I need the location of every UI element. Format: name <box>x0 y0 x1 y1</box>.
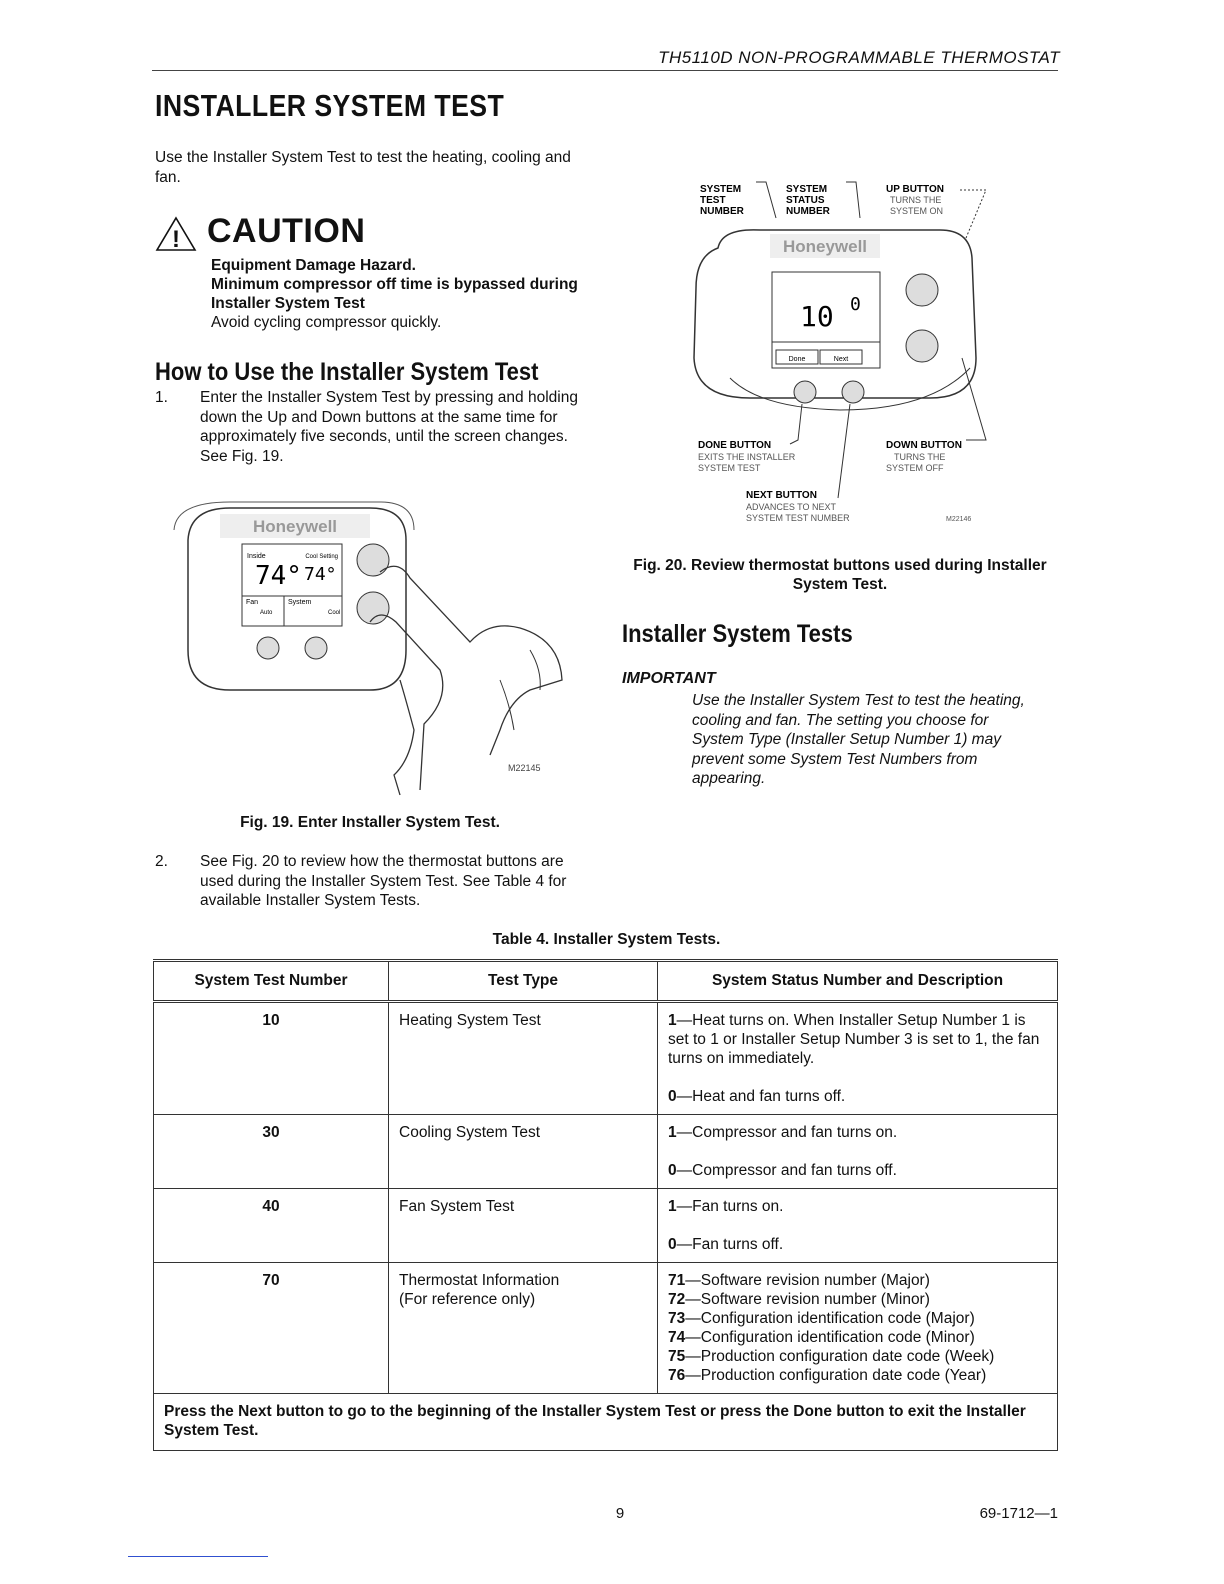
table-header-row <box>154 961 1058 1002</box>
caution-body <box>211 256 611 332</box>
next-label-3: SYSTEM TEST NUMBER <box>746 513 850 523</box>
done-button[interactable] <box>257 637 279 659</box>
step-2 <box>155 852 585 911</box>
status-code: 76 <box>668 1367 686 1384</box>
table-row <box>154 1115 1058 1189</box>
down-label-3: SYSTEM OFF <box>886 463 944 473</box>
thermostat-hand-illustration <box>170 500 590 800</box>
done-softkey: Done <box>788 356 806 363</box>
status-code: 0 <box>668 1236 677 1253</box>
status-code: 1 <box>668 1198 677 1215</box>
next-softkey: Next <box>833 356 849 363</box>
important-label: IMPORTANT <box>622 670 716 687</box>
status-code: 72 <box>668 1291 686 1308</box>
step-number: 2. <box>155 853 168 870</box>
column-header: Test Type <box>389 961 658 1002</box>
status-text: —Software revision number (Major) <box>685 1272 930 1289</box>
up-label-2: TURNS THE <box>890 195 942 205</box>
step-text: Enter the Installer System Test by pressing and holding down the Up and Down buttons at the same time for approximately five seconds, until the screen changes. See Fig. 19. <box>200 389 578 465</box>
document-number: 69-1712—1 <box>979 1505 1058 1522</box>
test-type: Cooling System Test <box>399 1124 540 1141</box>
table-footer-note: Press the Next button to go to the beginning of the Installer System Test or press the Done button to exit the Installer System Test. <box>154 1394 1058 1451</box>
up-label-1: UP BUTTON <box>886 184 944 195</box>
next-label-1: NEXT BUTTON <box>746 490 817 501</box>
status-text: —Production configuration date code (Year) <box>685 1367 987 1384</box>
figure-19 <box>170 500 590 800</box>
caution-line3: Avoid cycling compressor quickly. <box>211 314 442 331</box>
footnote-rule <box>128 1556 268 1557</box>
next-button[interactable] <box>842 381 864 403</box>
caution-line2: Minimum compressor off time is bypassed during Installer System Test <box>211 276 578 312</box>
status-text: —Fan turns off. <box>676 1236 784 1253</box>
test-description <box>658 1003 1057 1114</box>
installer-tests-table <box>153 959 1058 1451</box>
system-test-label-1: SYSTEM <box>700 184 742 195</box>
status-number-display: 0 <box>850 294 861 315</box>
next-label-2: ADVANCES TO NEXT <box>746 502 837 512</box>
setting-label: Cool Setting <box>305 554 338 560</box>
test-number: 40 <box>262 1198 280 1215</box>
cool-label: Cool <box>328 610 341 616</box>
column-header: System Test Number <box>154 961 389 1002</box>
tests-section-title: Installer System Tests <box>622 620 853 648</box>
up-button[interactable] <box>357 544 389 576</box>
figure-19-caption: Fig. 19. Enter Installer System Test. <box>240 814 500 831</box>
status-code: 0 <box>668 1088 677 1105</box>
system-status-label-2: STATUS <box>786 195 825 206</box>
test-description <box>658 1189 1057 1262</box>
next-button[interactable] <box>305 637 327 659</box>
table-row <box>154 1189 1058 1263</box>
test-number: 30 <box>262 1124 280 1141</box>
figure-20 <box>690 178 1000 528</box>
system-test-label-2: TEST <box>700 195 726 206</box>
test-type-line: (For reference only) <box>399 1291 536 1308</box>
inside-label: Inside <box>247 553 266 560</box>
figure-code: M22146 <box>946 516 972 523</box>
figure-code: M22145 <box>508 763 541 773</box>
down-button[interactable] <box>906 330 938 362</box>
test-description <box>658 1115 1057 1188</box>
system-label: System <box>288 599 312 606</box>
down-label-1: DOWN BUTTON <box>886 440 962 451</box>
test-type <box>389 1263 657 1317</box>
status-code: 73 <box>668 1310 686 1327</box>
system-test-label-3: NUMBER <box>700 206 744 217</box>
header-rule <box>152 70 1058 71</box>
running-header: TH5110D NON-PROGRAMMABLE THERMOSTAT <box>658 48 1060 67</box>
status-code: 1 <box>668 1012 677 1029</box>
brand-text: Honeywell <box>252 517 338 536</box>
status-text: —Configuration identification code (Major) <box>685 1310 975 1327</box>
section-title: INSTALLER SYSTEM TEST <box>155 88 505 123</box>
intro-text: Use the Installer System Test to test the heating, cooling and fan. <box>155 149 571 186</box>
status-code: 74 <box>668 1329 686 1346</box>
step-1 <box>155 388 595 466</box>
status-text: —Heat turns on. When Installer Setup Number 1 is set to 1 or Installer Setup Number 3 is set to 1, the fan turns on immediately. <box>668 1012 1040 1067</box>
test-number: 70 <box>262 1272 280 1289</box>
done-label-3: SYSTEM TEST <box>698 463 761 473</box>
test-type: Heating System Test <box>399 1012 541 1029</box>
test-number: 10 <box>262 1012 280 1029</box>
status-text: —Fan turns on. <box>676 1198 784 1215</box>
column-header: System Status Number and Description <box>658 961 1058 1002</box>
table-footer-row <box>154 1394 1058 1451</box>
done-label-1: DONE BUTTON <box>698 440 772 451</box>
figure-20-caption: Fig. 20. Review thermostat buttons used during Installer System Test. <box>633 557 1047 593</box>
done-label-2: EXITS THE INSTALLER <box>698 452 796 462</box>
important-text: Use the Installer System Test to test the heating, cooling and fan. The setting you choose for System Type (Installer Setup Number 1) may prevent some System Test Numbers from appearing. <box>692 692 1025 787</box>
table-caption: Table 4. Installer System Tests. <box>492 931 721 948</box>
warning-icon <box>155 216 197 252</box>
status-text: —Compressor and fan turns on. <box>676 1124 898 1141</box>
status-text: —Compressor and fan turns off. <box>676 1162 897 1179</box>
status-code: 75 <box>668 1348 686 1365</box>
up-button[interactable] <box>906 274 938 306</box>
how-to-title: How to Use the Installer System Test <box>155 358 539 386</box>
status-text: —Configuration identification code (Minor) <box>685 1329 975 1346</box>
test-type-line: Thermostat Information <box>399 1272 560 1289</box>
setting-temp: 74° <box>304 564 337 585</box>
status-text: —Production configuration date code (Week) <box>685 1348 995 1365</box>
brand-text: Honeywell <box>782 237 868 256</box>
inside-temp: 74° <box>255 561 302 591</box>
status-code: 0 <box>668 1162 677 1179</box>
svg-text:!: ! <box>172 226 180 252</box>
important-note <box>622 670 1052 789</box>
table-row <box>154 1002 1058 1115</box>
table-row <box>154 1263 1058 1394</box>
status-code: 71 <box>668 1272 686 1289</box>
caution-title: CAUTION <box>207 212 366 250</box>
step-number: 1. <box>155 389 168 406</box>
test-description <box>658 1263 1057 1393</box>
fan-label: Fan <box>246 599 259 606</box>
test-type: Fan System Test <box>399 1198 515 1215</box>
status-code: 1 <box>668 1124 677 1141</box>
done-button[interactable] <box>794 381 816 403</box>
system-status-label-1: SYSTEM <box>786 184 828 195</box>
system-status-label-3: NUMBER <box>786 206 830 217</box>
status-text: —Heat and fan turns off. <box>676 1088 846 1105</box>
auto-label: Auto <box>260 610 273 616</box>
caution-line1: Equipment Damage Hazard. <box>211 257 416 274</box>
up-label-3: SYSTEM ON <box>890 206 944 216</box>
status-text: —Software revision number (Minor) <box>685 1291 930 1308</box>
test-number-display: 10 <box>800 300 834 333</box>
down-label-2: TURNS THE <box>894 452 946 462</box>
page-number: 9 <box>615 1505 625 1522</box>
step-text: See Fig. 20 to review how the thermostat buttons are used during the Installer System Test. See Table 4 for available Installer System Tests. <box>200 853 567 909</box>
thermostat-buttons-diagram <box>690 178 1000 528</box>
